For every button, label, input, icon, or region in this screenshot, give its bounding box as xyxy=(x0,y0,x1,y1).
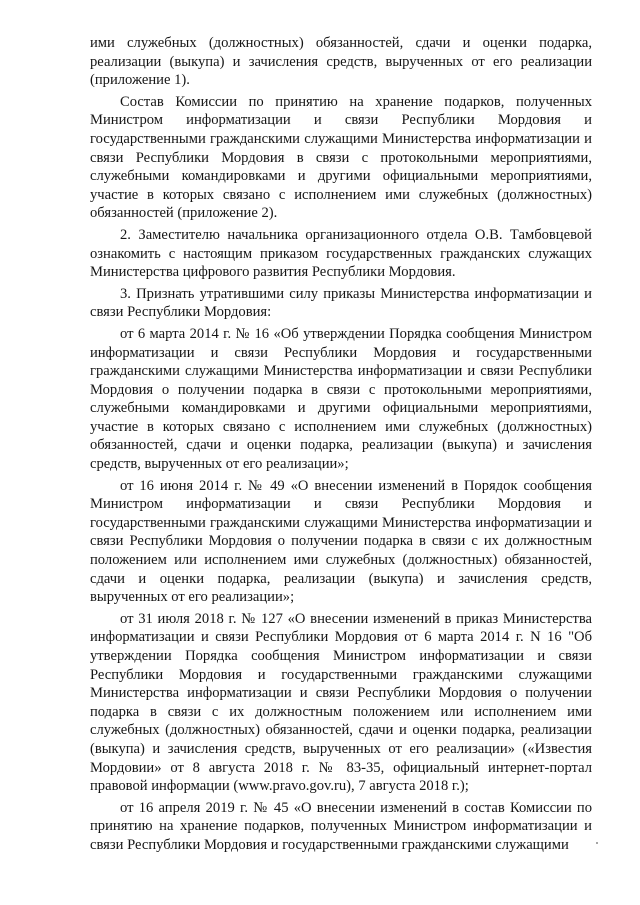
paragraph-item-3: 3. Признать утратившими силу приказы Министерства информатизации и связи Республики Мордовия: xyxy=(90,285,592,321)
paragraph-item-2: 2. Заместителю начальника организационного отдела О.В. Тамбовцевой ознакомить с настоящим приказом государственных гражданских служащих Министерства цифрового развития Республики Мордовия. xyxy=(90,226,592,281)
paragraph-order-2014-06-16: от 16 июня 2014 г. № 49 «О внесении изменений в Порядок сообщения Министром информатизации и связи Республики Мордовия и государственными гражданскими служащими Министерства информатизации и связи Республики Мордовия о получении подарка в связи с их должностным положением или исполнением ими служебных (должностных) обязанностей, сдачи и оценки подарка, реализации (выкупа) и зачисления средств, вырученных от его реализации»; xyxy=(90,477,592,606)
paragraph-order-2019-04-16: от 16 апреля 2019 г. № 45 «О внесении изменений в состав Комиссии по принятию на хранение подарков, полученных Министром информатизации и связи Республики Мордовия и государственными гражданскими служащими xyxy=(90,799,592,853)
paragraph-continuation: ими служебных (должностных) обязанностей, сдачи и оценки подарка, реализации (выкупа) и зачисления средств, вырученных от его реализации (приложение 1). xyxy=(90,35,592,89)
scan-speck xyxy=(596,842,598,844)
paragraph-commission-composition: Состав Комиссии по принятию на хранение подарков, полученных Министром информатизации и связи Республики Мордовия и государственными гражданскими служащими Министерства информатизации и связи Республики Мордовия в связи с протокольными мероприятиями, служебными командировками и другими официальными мероприятиями, участие в которых связано с исполнением ими служебных (должностных) обязанностей (приложение 2). xyxy=(90,93,592,222)
paragraph-order-2014-03-06: от 6 марта 2014 г. № 16 «Об утверждении Порядка сообщения Министром информатизации и связи Республики Мордовия и государственными гражданскими служащими Министерства информатизации и связи Республики Мордовия о получении подарка в связи с протокольными мероприятиями, служебными командировками и другими официальными мероприятиями, участие в которых связано с исполнением ими служебных (должностных) обязанностей, сдачи и оценки подарка, реализации (выкупа) и зачисления средств, вырученных от его реализации»; xyxy=(90,325,592,473)
paragraph-order-2018-07-31: от 31 июля 2018 г. № 127 «О внесении изменений в приказ Министерства информатизации и связи Республики Мордовия от 6 марта 2014 г. N 16 "Об утверждении Порядка сообщения Министром информатизации и связи Республики Мордовия и государственными гражданскими служащими Министерства информатизации и связи Республики Мордовия о получении подарка в связи с их должностным положением или исполнением ими служебных (должностных) обязанностей, сдачи и оценки подарка, реализации (выкупа) и зачисления средств, вырученных от его реализации» («Известия Мордовии» от 8 августа 2018 г. № 83-35, официальный интернет-портал правовой информации (www.pravo.gov.ru), 7 августа 2018 г.); xyxy=(90,610,592,795)
document-body xyxy=(90,34,592,858)
